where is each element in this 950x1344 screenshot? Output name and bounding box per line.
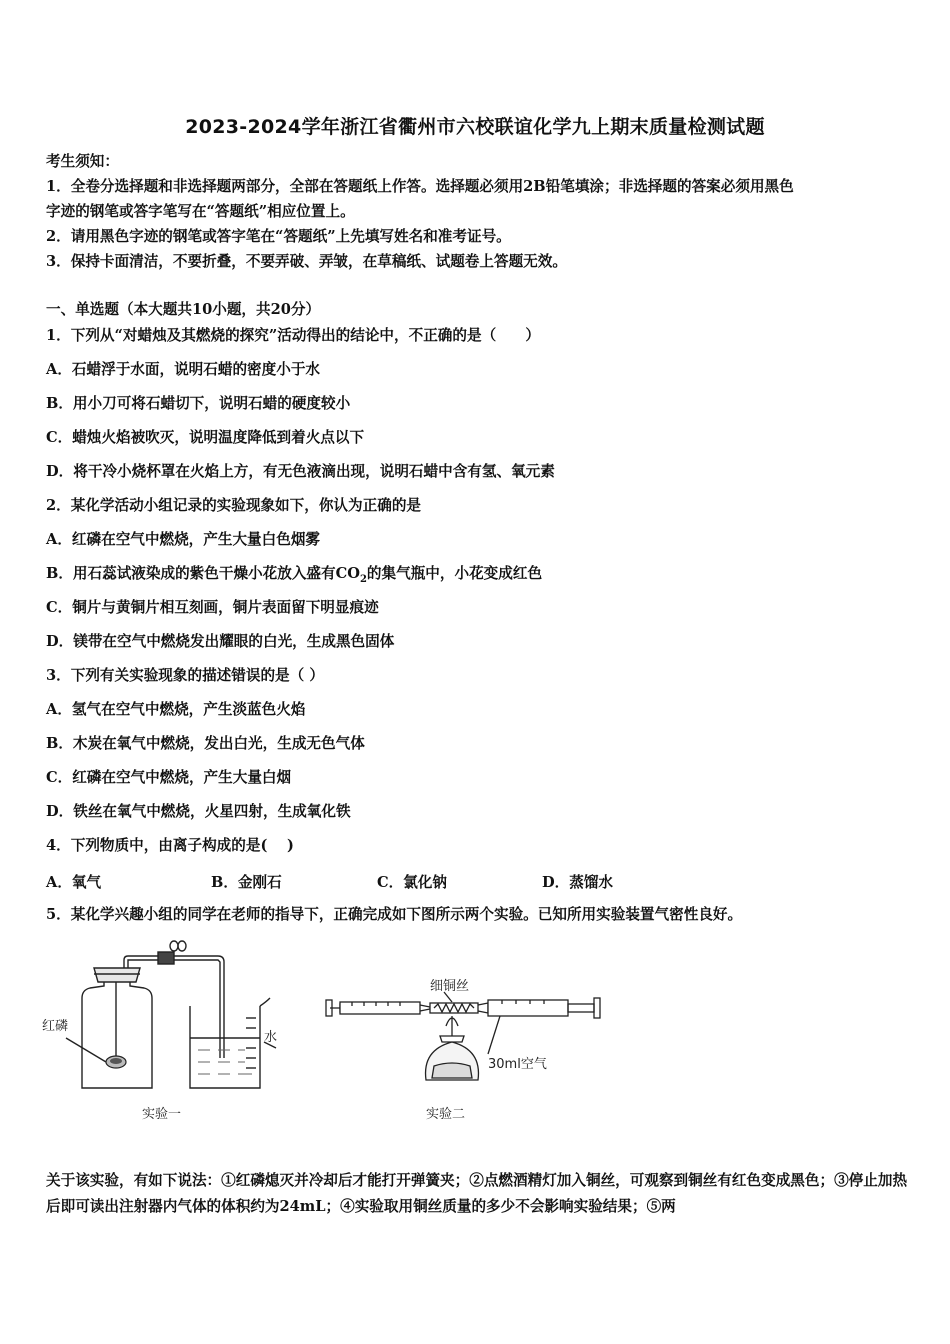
caption-experiment-two: 实验二: [426, 1107, 466, 1122]
q2-option-a: A．红磷在空气中燃烧，产生大量白色烟雾: [46, 531, 321, 548]
q2-option-c: C．铜片与黄铜片相互刻画，铜片表面留下明显痕迹: [46, 599, 379, 616]
q3-option-a: A．氢气在空气中燃烧，产生淡蓝色火焰: [46, 701, 306, 718]
label-30ml-air: 30ml空气: [488, 1057, 547, 1072]
q3-stem: 3．下列有关实验现象的描述错误的是（ ）: [46, 667, 324, 684]
q2-stem: 2．某化学活动小组记录的实验现象如下，你认为正确的是: [46, 497, 422, 514]
page-title: 2023-2024学年浙江省衢州市六校联谊化学九上期末质量检测试题: [185, 116, 765, 138]
label-water: 水: [264, 1030, 278, 1045]
q4-stem: 4．下列物质中，由离子构成的是( ): [46, 837, 294, 854]
experiment-two-figure: [322, 970, 612, 1130]
q1-option-c: C．蜡烛火焰被吹灭，说明温度降低到着火点以下: [46, 429, 365, 446]
q2-option-d: D．镁带在空气中燃烧发出耀眼的白光，生成黑色固体: [46, 633, 395, 650]
q3-option-c: C．红磷在空气中燃烧，产生大量白烟: [46, 769, 292, 786]
notice-item-1-cont: 字迹的钢笔或答字笔写在“答题纸”相应位置上。: [46, 203, 355, 220]
q5-statements: 关于该实验，有如下说法：①红磷熄灭并冷却后才能打开弹簧夹；②点燃酒精灯加入铜丝，可观察到铜丝有红色变成黑色；③停止加热后即可读出注射器内气体的体积约为24mL；④实验取用铜丝质量的多少不会影响实验结果；⑤两: [46, 1172, 908, 1215]
q3-option-d: D．铁丝在氧气中燃烧，火星四射，生成氧化铁: [46, 803, 351, 820]
experiment-one-figure: [40, 938, 300, 1128]
q4-option-a: A．氧气: [46, 874, 102, 891]
q3-option-b: B．木炭在氧气中燃烧，发出白光，生成无色气体: [46, 735, 365, 752]
label-red-phosphorus: 红磷: [42, 1019, 69, 1034]
q1-stem: 1．下列从“对蜡烛及其燃烧的探究”活动得出的结论中，不正确的是（ ）: [46, 327, 540, 344]
q1-option-d: D．将干冷小烧杯罩在火焰上方，有无色液滴出现，说明石蜡中含有氢、氧元素: [46, 463, 555, 480]
q4-option-b: B．金刚石: [211, 874, 282, 891]
q2-option-b-text: B．用石蕊试液染成的紫色干燥小花放入盛有CO: [46, 565, 360, 582]
q1-option-a: A．石蜡浮于水面，说明石蜡的密度小于水: [46, 361, 321, 378]
q4-option-d: D．蒸馏水: [542, 874, 614, 891]
caption-experiment-one: 实验一: [142, 1107, 182, 1122]
notice-item-2: 2．请用黑色字迹的钢笔或答字笔在“答题纸”上先填写姓名和准考证号。: [46, 228, 511, 245]
section-heading: 一、单选题（本大题共10小题，共20分）: [46, 301, 321, 318]
notice-heading: 考生须知：: [46, 153, 119, 170]
q4-option-c: C．氯化钠: [377, 874, 447, 891]
q2-co2-subscript: 2: [359, 573, 367, 585]
q2-option-b-text-end: 的集气瓶中，小花变成红色: [366, 565, 543, 582]
q5-stem: 5．某化学兴趣小组的同学在老师的指导下，正确完成如下图所示两个实验。已知所用实验装置气密性良好。: [46, 906, 743, 923]
q2-option-b: [46, 564, 542, 590]
q1-option-b: B．用小刀可将石蜡切下，说明石蜡的硬度较小: [46, 395, 351, 412]
notice-item-3: 3．保持卡面清洁，不要折叠，不要弄破、弄皱，在草稿纸、试题卷上答题无效。: [46, 253, 567, 270]
notice-item-1: 1．全卷分选择题和非选择题两部分，全部在答题纸上作答。选择题必须用2B铅笔填涂；非选择题的答案必须用黑色: [46, 178, 794, 195]
label-copper-wire: 细铜丝: [430, 979, 470, 994]
